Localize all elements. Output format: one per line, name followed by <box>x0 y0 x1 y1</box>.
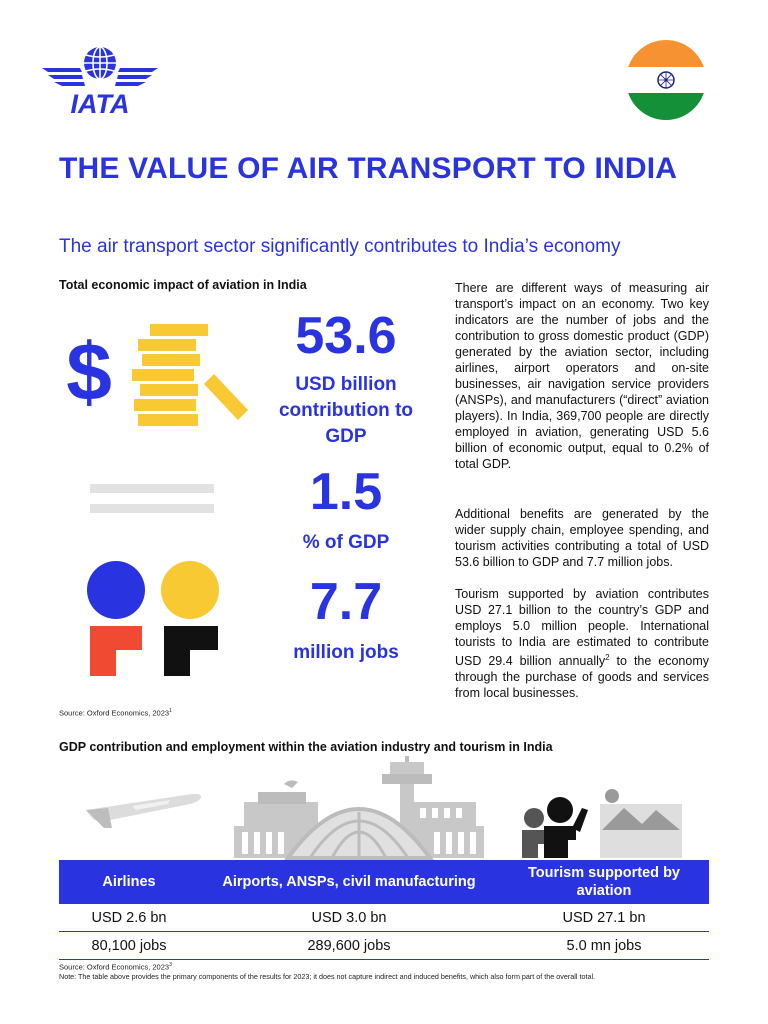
body-paragraph-3: Tourism supported by aviation contributes USD 27.1 billion to the country’s GDP and employs 5.0 million people. International tourists to India are estimated to contribute USD 29.4 billion annually$^2$ to the economy through the purchase of goods and services from local businesses. <box>455 587 709 701</box>
stat-jobs-value: 7.7 <box>309 573 383 631</box>
airport-terminal-icon <box>232 754 486 860</box>
dollar-icon <box>58 330 120 410</box>
stat-pct-value: 1.5 <box>309 463 383 521</box>
table-cell: 80,100 jobs <box>91 937 167 954</box>
table-cell: USD 27.1 bn <box>562 909 646 926</box>
body-paragraph-2: Additional benefits are generated by the wider supply chain, employee spending, and tourism activities contributing a total of USD 53.6 billion to GDP and 7.7 million jobs. <box>455 507 709 569</box>
table-cell: 5.0 mn jobs <box>566 937 642 954</box>
impact-heading: Total economic impact of aviation in India <box>59 278 307 292</box>
gdp-table <box>59 860 709 960</box>
india-flag-icon <box>626 40 706 120</box>
stat-gdp-label: USD billion contribution to GDP <box>278 374 414 447</box>
footnote-ref-1: 1 <box>169 708 172 714</box>
bars-icon <box>90 480 214 520</box>
coins-icon <box>128 322 250 430</box>
table-cell: 289,600 jobs <box>307 937 391 954</box>
impact-source: Source: Oxford Economics, 2023$^1$ <box>59 708 172 718</box>
tourism-icon <box>520 786 684 858</box>
table-row <box>59 904 709 932</box>
column-header-airports: Airports, ANSPs, civil manufacturing <box>222 874 476 890</box>
iata-logo-icon <box>40 42 160 116</box>
table-cell: USD 2.6 bn <box>91 909 167 926</box>
airplane-icon <box>82 790 204 830</box>
table-row <box>59 932 709 960</box>
gdp-note: Note: The table above provides the primary components of the results for 2023; it does not capture indirect and induced benefits, which also form part of the overall total. <box>59 972 596 981</box>
people-icon <box>86 560 222 678</box>
body-paragraph-1: There are different ways of measuring air transport’s impact on an economy. Two key indicators are the number of jobs and the contribution to gross domestic product (GDP) generated by the aviation sector, including airlines, airport operators and on-site businesses, air navigation service providers (ANSPs), and manufacturers (“direct” aviation players). In India, 369,700 people are directly employed in aviation, generating USD 5.6 billion of economic output, equal to 0.2% of total GDP. <box>455 281 709 471</box>
stat-gdp-value: 53.6 <box>295 307 397 365</box>
stat-jobs-label: million jobs <box>293 642 399 663</box>
table-header <box>59 860 709 904</box>
column-header-airlines: Airlines <box>102 874 156 890</box>
svg-text:$: $ <box>66 330 112 410</box>
gdp-source: Source: Oxford Economics, 2023$^3$ <box>59 962 172 972</box>
footnote-ref-3: 3 <box>169 962 172 968</box>
page-title: THE VALUE OF AIR TRANSPORT TO INDIA <box>59 152 678 185</box>
footnote-ref-2: 2 <box>605 653 610 662</box>
column-header-tourism: Tourism supported by aviation <box>528 865 680 899</box>
stat-pct-label: % of GDP <box>302 532 390 553</box>
gdp-heading: GDP contribution and employment within the aviation industry and tourism in India <box>59 740 553 754</box>
logo-text: IATA <box>70 89 130 116</box>
page-subtitle: The air transport sector significantly contributes to India’s economy <box>59 236 621 257</box>
table-cell: USD 3.0 bn <box>311 909 387 926</box>
